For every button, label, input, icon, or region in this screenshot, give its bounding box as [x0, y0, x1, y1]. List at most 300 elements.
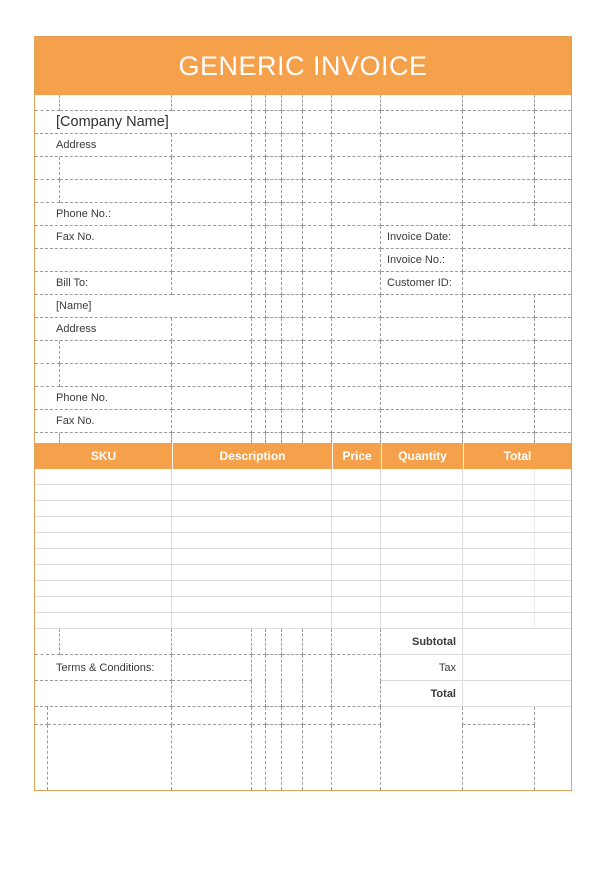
- item-row: [35, 613, 571, 629]
- grid-cell: [303, 707, 332, 725]
- item-total-cell[interactable]: [535, 613, 571, 629]
- item-sku-cell[interactable]: [35, 597, 172, 613]
- item-row: [35, 485, 571, 501]
- grid-cell: [282, 157, 303, 180]
- bill-to-phone-row: [35, 387, 571, 410]
- grid-cell: [535, 707, 571, 725]
- grid-cell: [282, 295, 303, 318]
- grid-cell: [252, 629, 266, 655]
- item-price-cell[interactable]: [332, 581, 381, 597]
- invoice-date-value-cell[interactable]: [463, 226, 571, 249]
- bill-to-fax-row: [35, 410, 571, 433]
- customer-id-label: Customer ID:: [381, 272, 463, 295]
- grid-cell: [282, 387, 303, 410]
- grid-cell: [535, 111, 571, 134]
- grid-cell: [332, 681, 381, 707]
- item-price-cell[interactable]: [332, 549, 381, 565]
- grid-cell: [252, 655, 266, 681]
- grid-cell: [266, 341, 282, 364]
- grid-cell: [172, 272, 252, 295]
- item-sku-cell[interactable]: [35, 549, 172, 565]
- item-sku-cell[interactable]: [35, 533, 172, 549]
- grid-cell: [463, 410, 535, 433]
- grid-cell: [332, 387, 381, 410]
- grid-cell: [252, 387, 266, 410]
- grid-cell: [303, 364, 332, 387]
- invoice-title: GENERIC INVOICE: [178, 50, 428, 81]
- grid-cell: [303, 180, 332, 203]
- grid-cell: [252, 341, 266, 364]
- grid-cell: [535, 410, 571, 433]
- grid-cell: [282, 410, 303, 433]
- grid-cell: [303, 111, 332, 134]
- grid-cell: [252, 203, 266, 226]
- item-sku-cell[interactable]: [35, 469, 172, 485]
- grid-cell: [535, 364, 571, 387]
- grid-cell: [303, 95, 332, 111]
- grid-cell: [303, 318, 332, 341]
- item-total-cell[interactable]: [535, 549, 571, 565]
- item-price-cell[interactable]: [332, 485, 381, 501]
- grid-cell: [282, 655, 303, 681]
- item-description-cell[interactable]: [172, 581, 332, 597]
- company-address-value-cell[interactable]: [172, 134, 252, 157]
- grid-cell: [303, 629, 332, 655]
- item-quantity-cell[interactable]: [381, 469, 463, 485]
- grid-cell: [332, 157, 381, 180]
- grid-cell: [463, 157, 535, 180]
- bill-to-row: [35, 272, 571, 295]
- footer-row: [35, 707, 571, 725]
- grid-cell: [332, 134, 381, 157]
- grid-cell: [332, 629, 381, 655]
- grid-cell: [252, 272, 266, 295]
- bill-to-name-row: [35, 295, 571, 318]
- items-header-sku: SKU: [35, 443, 172, 469]
- item-total-cell[interactable]: [535, 501, 571, 517]
- grid-cell: [35, 364, 60, 387]
- grid-cell: [535, 341, 571, 364]
- grid-cell: [535, 295, 571, 318]
- grid-cell: [172, 707, 252, 725]
- item-row: [35, 501, 571, 517]
- invoice-header-band: [35, 37, 571, 95]
- grid-cell: [266, 111, 282, 134]
- items-header-row: [35, 443, 571, 469]
- item-price-cell[interactable]: [332, 565, 381, 581]
- item-quantity-cell[interactable]: [381, 613, 463, 629]
- grid-cell: [332, 341, 381, 364]
- customer-id-value-cell[interactable]: [463, 272, 571, 295]
- item-description-cell[interactable]: [172, 613, 332, 629]
- terms-value-cell[interactable]: [35, 681, 172, 707]
- company-address-label: Address: [35, 134, 172, 157]
- grid-cell: [266, 410, 282, 433]
- grid-cell: [332, 180, 381, 203]
- grid-cell: [463, 318, 535, 341]
- item-total-cell[interactable]: [463, 517, 535, 533]
- items-header-total: Total: [463, 443, 571, 469]
- bill-to-address-row: [35, 318, 571, 341]
- grid-cell: [266, 157, 282, 180]
- company-fax-row: [35, 226, 571, 249]
- grid-cell: [252, 180, 266, 203]
- bill-to-address-extra-row: [35, 341, 571, 364]
- grid-cell: [35, 433, 60, 443]
- grid-cell: [282, 725, 303, 790]
- grid-cell: [463, 433, 535, 443]
- grid-cell: [252, 111, 266, 134]
- footer-area-row: [35, 725, 571, 790]
- item-description-cell[interactable]: [172, 565, 332, 581]
- item-total-cell[interactable]: [535, 533, 571, 549]
- item-sku-cell[interactable]: [35, 501, 172, 517]
- item-quantity-cell[interactable]: [381, 565, 463, 581]
- grid-cell: [48, 725, 172, 790]
- grid-cell: [282, 341, 303, 364]
- subtotal-row: [35, 629, 571, 655]
- grid-cell: [535, 387, 571, 410]
- item-total-cell[interactable]: [535, 517, 571, 533]
- grid-cell: [303, 341, 332, 364]
- grid-cell: [35, 341, 60, 364]
- grid-cell: [266, 433, 282, 443]
- grid-cell: [381, 203, 463, 226]
- grid-cell: [35, 157, 60, 180]
- bill-to-address-label: Address: [35, 318, 172, 341]
- item-sku-cell[interactable]: [35, 485, 172, 501]
- grid-cell: [266, 203, 282, 226]
- invoice-number-value-cell[interactable]: [463, 249, 571, 272]
- grid-cell: [172, 725, 252, 790]
- item-price-cell[interactable]: [332, 597, 381, 613]
- grid-cell: [35, 180, 60, 203]
- subtotal-value-cell[interactable]: [463, 629, 571, 655]
- grid-cell: [332, 655, 381, 681]
- grid-cell: [303, 295, 332, 318]
- grid-cell: [381, 111, 463, 134]
- grid-cell: [252, 681, 266, 707]
- grid-cell: [60, 629, 172, 655]
- item-total-cell[interactable]: [535, 565, 571, 581]
- company-address-extra-row: [35, 157, 571, 180]
- grid-cell: [35, 629, 60, 655]
- company-fax-label: Fax No.: [35, 226, 172, 249]
- grid-cell: [535, 318, 571, 341]
- grid-cell: [303, 203, 332, 226]
- grid-cell: [282, 180, 303, 203]
- item-row: [35, 469, 571, 485]
- item-total-cell[interactable]: [535, 581, 571, 597]
- grid-cell: [303, 387, 332, 410]
- grid-cell: [282, 95, 303, 111]
- grid-cell: [172, 433, 252, 443]
- grid-cell: [463, 95, 535, 111]
- grid-cell: [266, 249, 282, 272]
- grid-cell: [60, 433, 172, 443]
- bill-to-address3-value-cell[interactable]: [60, 364, 172, 387]
- grid-cell: [332, 433, 381, 443]
- grid-cell: [463, 707, 535, 725]
- grid-cell: [535, 180, 571, 203]
- grid-cell: [266, 134, 282, 157]
- grid-cell: [535, 95, 571, 111]
- item-sku-cell[interactable]: [35, 565, 172, 581]
- grid-cell: [303, 226, 332, 249]
- grid-cell: [463, 111, 535, 134]
- item-total-cell[interactable]: [463, 469, 535, 485]
- company-address3-value-cell[interactable]: [60, 180, 172, 203]
- company-phone-row: [35, 203, 571, 226]
- item-quantity-cell[interactable]: [381, 517, 463, 533]
- tax-value-cell[interactable]: [463, 655, 571, 681]
- grid-cell: [252, 95, 266, 111]
- grid-cell: [266, 95, 282, 111]
- bill-to-name-field[interactable]: [Name]: [35, 295, 252, 318]
- bill-to-address-value-cell[interactable]: [172, 318, 252, 341]
- grid-cell: [266, 272, 282, 295]
- item-sku-cell[interactable]: [35, 581, 172, 597]
- items-header-description: Description: [172, 443, 332, 469]
- item-description-cell[interactable]: [172, 485, 332, 501]
- grid-cell: [303, 157, 332, 180]
- grid-cell: [172, 157, 252, 180]
- grid-cell: [48, 707, 172, 725]
- item-quantity-cell[interactable]: [381, 501, 463, 517]
- item-description-cell[interactable]: [172, 517, 332, 533]
- grid-cell: [332, 725, 381, 790]
- grid-cell: [172, 681, 252, 707]
- total-row: [35, 681, 571, 707]
- grid-cell: [60, 95, 172, 111]
- company-address2-value-cell[interactable]: [60, 157, 172, 180]
- total-label: Total: [381, 681, 463, 707]
- grid-cell: [332, 226, 381, 249]
- grid-cell: [266, 725, 282, 790]
- grid-cell: [535, 203, 571, 226]
- grid-cell: [381, 341, 463, 364]
- grid-cell: [332, 410, 381, 433]
- grid-cell: [303, 433, 332, 443]
- item-price-cell[interactable]: [332, 517, 381, 533]
- spacer-row: [35, 433, 571, 443]
- grid-cell: [172, 364, 252, 387]
- item-total-cell[interactable]: [535, 485, 571, 501]
- item-quantity-cell[interactable]: [381, 597, 463, 613]
- item-price-cell[interactable]: [332, 469, 381, 485]
- grid-cell: [35, 249, 172, 272]
- invoice-number-row: [35, 249, 571, 272]
- grid-cell: [381, 318, 463, 341]
- item-price-cell[interactable]: [332, 533, 381, 549]
- item-total-cell[interactable]: [463, 613, 535, 629]
- grid-cell: [282, 707, 303, 725]
- grid-cell: [252, 249, 266, 272]
- item-description-cell[interactable]: [172, 501, 332, 517]
- item-description-cell[interactable]: [172, 533, 332, 549]
- company-fax-value-cell[interactable]: [172, 226, 252, 249]
- grid-cell: [266, 707, 282, 725]
- bill-to-address2-value-cell[interactable]: [60, 341, 172, 364]
- grid-cell: [535, 134, 571, 157]
- grid-cell: [463, 364, 535, 387]
- company-address-extra-row: [35, 180, 571, 203]
- bill-to-fax-value-cell[interactable]: [172, 410, 252, 433]
- grid-cell: [332, 318, 381, 341]
- item-total-cell[interactable]: [463, 581, 535, 597]
- invoice-date-label: Invoice Date:: [381, 226, 463, 249]
- item-sku-cell[interactable]: [35, 613, 172, 629]
- grid-cell: [172, 341, 252, 364]
- grid-cell: [463, 725, 535, 790]
- grid-cell: [303, 725, 332, 790]
- item-row: [35, 581, 571, 597]
- grid-cell: [463, 387, 535, 410]
- company-phone-value-cell[interactable]: [172, 203, 252, 226]
- grid-cell: [266, 681, 282, 707]
- total-value-cell[interactable]: [463, 681, 571, 707]
- grid-cell: [381, 410, 463, 433]
- grid-cell: [252, 707, 266, 725]
- grid-cell: [381, 134, 463, 157]
- grid-cell: [332, 203, 381, 226]
- tax-label: Tax: [381, 655, 463, 681]
- spacer-row: [35, 95, 571, 111]
- item-row: [35, 597, 571, 613]
- grid-cell: [282, 111, 303, 134]
- company-name-row: [35, 111, 571, 134]
- item-quantity-cell[interactable]: [381, 533, 463, 549]
- grid-cell: [35, 95, 60, 111]
- bill-to-address-extra-row: [35, 364, 571, 387]
- grid-cell: [463, 203, 535, 226]
- invoice-number-label: Invoice No.:: [381, 249, 463, 272]
- item-row: [35, 517, 571, 533]
- grid-cell: [266, 180, 282, 203]
- grid-cell: [303, 655, 332, 681]
- bill-to-phone-label: Phone No.: [35, 387, 172, 410]
- grid-cell: [332, 249, 381, 272]
- grid-cell: [282, 629, 303, 655]
- company-address-row: [35, 134, 571, 157]
- grid-cell: [282, 681, 303, 707]
- item-total-cell[interactable]: [535, 469, 571, 485]
- grid-cell: [282, 433, 303, 443]
- grid-cell: [535, 433, 571, 443]
- company-phone-label: Phone No.:: [35, 203, 172, 226]
- grid-cell: [381, 95, 463, 111]
- grid-cell: [252, 295, 266, 318]
- grid-cell: [282, 203, 303, 226]
- grid-cell: [172, 655, 252, 681]
- grid-cell: [282, 226, 303, 249]
- item-total-cell[interactable]: [463, 533, 535, 549]
- item-row: [35, 533, 571, 549]
- grid-cell: [252, 226, 266, 249]
- grid-cell: [535, 157, 571, 180]
- subtotal-label: Subtotal: [381, 629, 463, 655]
- item-row: [35, 549, 571, 565]
- item-total-cell[interactable]: [463, 549, 535, 565]
- grid-cell: [252, 318, 266, 341]
- grid-cell: [252, 364, 266, 387]
- bill-to-phone-value-cell[interactable]: [172, 387, 252, 410]
- grid-cell: [266, 226, 282, 249]
- item-price-cell[interactable]: [332, 613, 381, 629]
- grid-cell: [303, 410, 332, 433]
- grid-cell: [282, 272, 303, 295]
- item-quantity-cell[interactable]: [381, 581, 463, 597]
- grid-cell: [252, 725, 266, 790]
- invoice-grid: [35, 95, 571, 790]
- grid-cell: [172, 249, 252, 272]
- grid-cell: [282, 364, 303, 387]
- grid-cell: [332, 707, 381, 725]
- grid-cell: [266, 655, 282, 681]
- item-sku-cell[interactable]: [35, 517, 172, 533]
- invoice-sheet: [34, 36, 572, 791]
- grid-cell: [303, 249, 332, 272]
- grid-cell: [381, 180, 463, 203]
- item-total-cell[interactable]: [463, 501, 535, 517]
- grid-cell: [266, 318, 282, 341]
- item-quantity-cell[interactable]: [381, 485, 463, 501]
- item-description-cell[interactable]: [172, 469, 332, 485]
- grid-cell: [303, 681, 332, 707]
- grid-cell: [332, 111, 381, 134]
- grid-cell: [35, 707, 48, 725]
- bill-to-label: Bill To:: [35, 272, 172, 295]
- grid-cell: [303, 272, 332, 295]
- item-total-cell[interactable]: [535, 597, 571, 613]
- grid-cell: [463, 341, 535, 364]
- grid-cell: [332, 95, 381, 111]
- grid-cell: [381, 364, 463, 387]
- grid-cell: [35, 725, 48, 790]
- grid-cell: [266, 629, 282, 655]
- item-total-cell[interactable]: [463, 597, 535, 613]
- grid-cell: [332, 295, 381, 318]
- grid-cell: [535, 725, 571, 790]
- company-name-field[interactable]: [Company Name]: [35, 111, 252, 134]
- grid-cell: [381, 295, 463, 318]
- item-price-cell[interactable]: [332, 501, 381, 517]
- grid-cell: [172, 629, 252, 655]
- item-description-cell[interactable]: [172, 549, 332, 565]
- grid-cell: [266, 364, 282, 387]
- item-total-cell[interactable]: [463, 485, 535, 501]
- grid-cell: [463, 180, 535, 203]
- grid-cell: [381, 387, 463, 410]
- grid-cell: [172, 95, 252, 111]
- terms-label: Terms & Conditions:: [35, 655, 172, 681]
- item-total-cell[interactable]: [463, 565, 535, 581]
- grid-cell: [303, 134, 332, 157]
- grid-cell: [252, 410, 266, 433]
- item-row: [35, 565, 571, 581]
- grid-cell: [332, 364, 381, 387]
- item-description-cell[interactable]: [172, 597, 332, 613]
- item-quantity-cell[interactable]: [381, 549, 463, 565]
- items-header-quantity: Quantity: [381, 443, 463, 469]
- grid-cell: [282, 249, 303, 272]
- grid-cell: [266, 295, 282, 318]
- grid-cell: [332, 272, 381, 295]
- grid-cell: [463, 134, 535, 157]
- grid-cell: [381, 725, 463, 790]
- bill-to-fax-label: Fax No.: [35, 410, 172, 433]
- grid-cell: [282, 134, 303, 157]
